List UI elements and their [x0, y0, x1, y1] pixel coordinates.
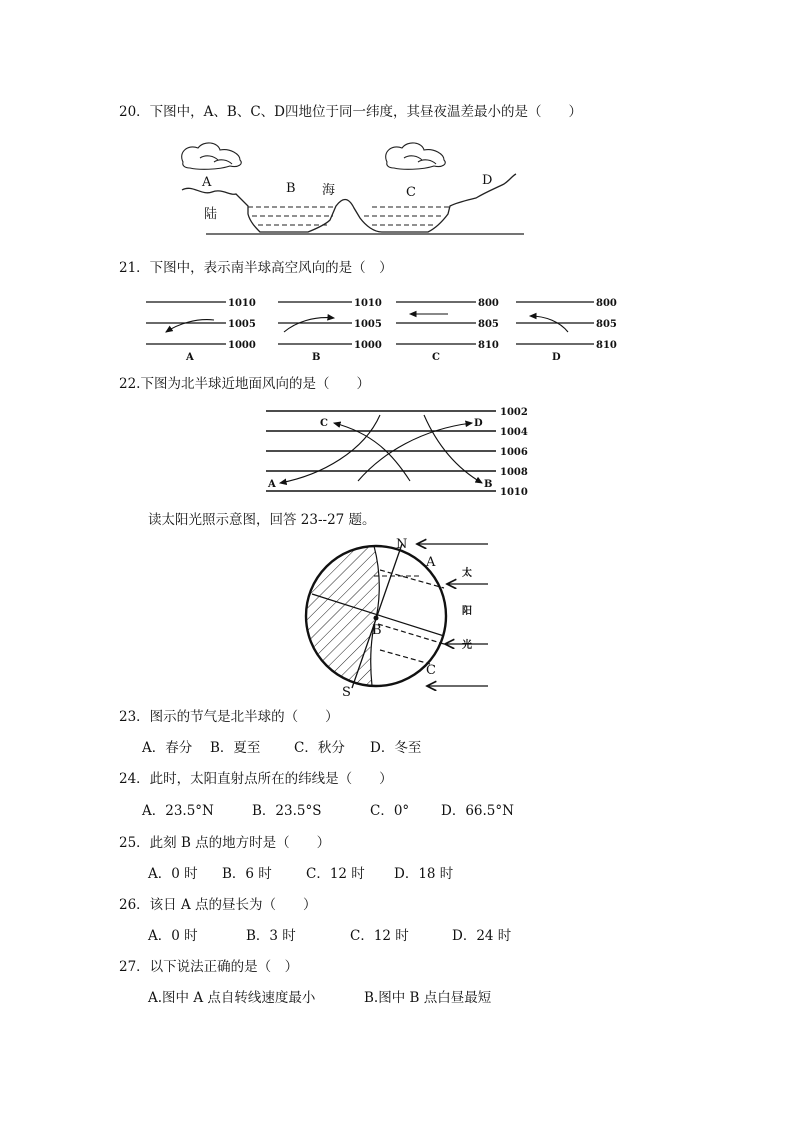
q25-option-b: B．6 时: [222, 866, 272, 882]
label-S: S: [342, 685, 351, 700]
isobar-A-2: 1005: [228, 319, 256, 330]
isobar-D-1: 800: [596, 298, 617, 309]
cloud-left-icon: [182, 143, 242, 169]
question-22: 22.下图为北半球近地面风向的是（ ）: [119, 376, 370, 392]
q26-option-d: D．24 时: [452, 928, 512, 944]
label-D: D: [482, 173, 493, 188]
land-sea-diagram: [178, 140, 528, 240]
q23-option-c: C．秋分: [294, 740, 345, 756]
isobar-1008: 1008: [500, 467, 528, 478]
question-25: 25．此刻 B 点的地方时是（ ）: [119, 835, 331, 851]
isobar-D-3: 810: [596, 340, 617, 351]
isobar-A-3: 1000: [228, 340, 256, 351]
q25-option-a: A．0 时: [148, 866, 198, 882]
isobar-1006: 1006: [500, 447, 528, 458]
isobar-panels: [144, 292, 624, 362]
sun-text-3: 光: [462, 640, 472, 651]
q27-option-a: A.图中 A 点自转线速度最小: [148, 990, 316, 1006]
isobar-1010: 1010: [500, 487, 528, 498]
question-26: 26．该日 A 点的昼长为（ ）: [119, 897, 317, 913]
isobar-1002: 1002: [500, 407, 528, 418]
isobar-B-3: 1000: [354, 340, 382, 351]
q24-option-a: A．23.5°N: [142, 803, 214, 819]
q24-option-b: B．23.5°S: [252, 803, 322, 819]
label-N: N: [396, 537, 408, 552]
label-A: A: [426, 555, 436, 570]
q25-option-d: D．18 时: [394, 866, 454, 882]
panel-B: [278, 298, 382, 363]
isobar-D-2: 805: [596, 319, 617, 330]
isobar-1004: 1004: [500, 427, 528, 438]
q26-option-a: A．0 时: [148, 928, 198, 944]
panel-D: [516, 298, 617, 363]
isobar-A-1: 1010: [228, 298, 256, 309]
q26-option-b: B．3 时: [246, 928, 296, 944]
question-21: 21．下图中，表示南半球高空风向的是（ ）: [119, 260, 393, 276]
cloud-right-icon: [386, 143, 446, 169]
intro-23-27: 读太阳光照示意图，回答 23--27 题。: [148, 512, 376, 528]
isobar-B-2: 1005: [354, 319, 382, 330]
question-27: 27．以下说法正确的是（ ）: [119, 959, 299, 975]
q24-option-d: D．66.5°N: [441, 803, 514, 819]
sun-text-1: 太: [462, 568, 472, 579]
night-side: [300, 540, 378, 696]
label-sea: 海: [322, 183, 336, 198]
isobar-C-3: 810: [478, 340, 499, 351]
panel-label-C: C: [432, 352, 440, 363]
panel-label-D: D: [552, 352, 561, 363]
label-A: A: [202, 175, 212, 190]
wind-label-A: A: [268, 479, 276, 490]
isobar-C-2: 805: [478, 319, 499, 330]
panel-A: [146, 298, 256, 363]
label-C: C: [426, 663, 436, 678]
q25-option-c: C．12 时: [306, 866, 365, 882]
label-B: B: [372, 623, 382, 638]
sun-illumination-diagram: [300, 536, 492, 700]
q24-option-c: C．0°: [370, 803, 410, 819]
panel-label-B: B: [312, 352, 321, 363]
wind-label-C: C: [320, 418, 328, 429]
q27-option-b: B.图中 B 点白昼最短: [364, 990, 492, 1006]
panel-label-A: A: [186, 352, 194, 363]
isobar-B-1: 1010: [354, 298, 382, 309]
wind-label-B: B: [484, 479, 493, 490]
q26-option-c: C．12 时: [350, 928, 409, 944]
label-B: B: [286, 181, 296, 196]
question-24: 24．此时，太阳直射点所在的纬线是（ ）: [119, 771, 393, 787]
sun-text-2: 阳: [462, 606, 472, 617]
label-land: 陆: [204, 207, 218, 222]
q23-option-a: A．春分: [142, 740, 193, 756]
panel-C: [396, 298, 499, 363]
terrain-profile: [182, 174, 516, 232]
q23-option-b: B．夏至: [210, 740, 261, 756]
wind-isobar-diagram: [262, 403, 532, 498]
isobar-C-1: 800: [478, 298, 499, 309]
q23-option-d: D．冬至: [370, 740, 422, 756]
question-20: 20．下图中，A、B、C、D四地位于同一纬度，其昼夜温差最小的是（ ）: [119, 104, 583, 120]
label-C: C: [406, 185, 416, 200]
water-dashes: [248, 207, 450, 225]
question-23: 23．图示的节气是北半球的（ ）: [119, 709, 339, 725]
wind-label-D: D: [474, 418, 483, 429]
